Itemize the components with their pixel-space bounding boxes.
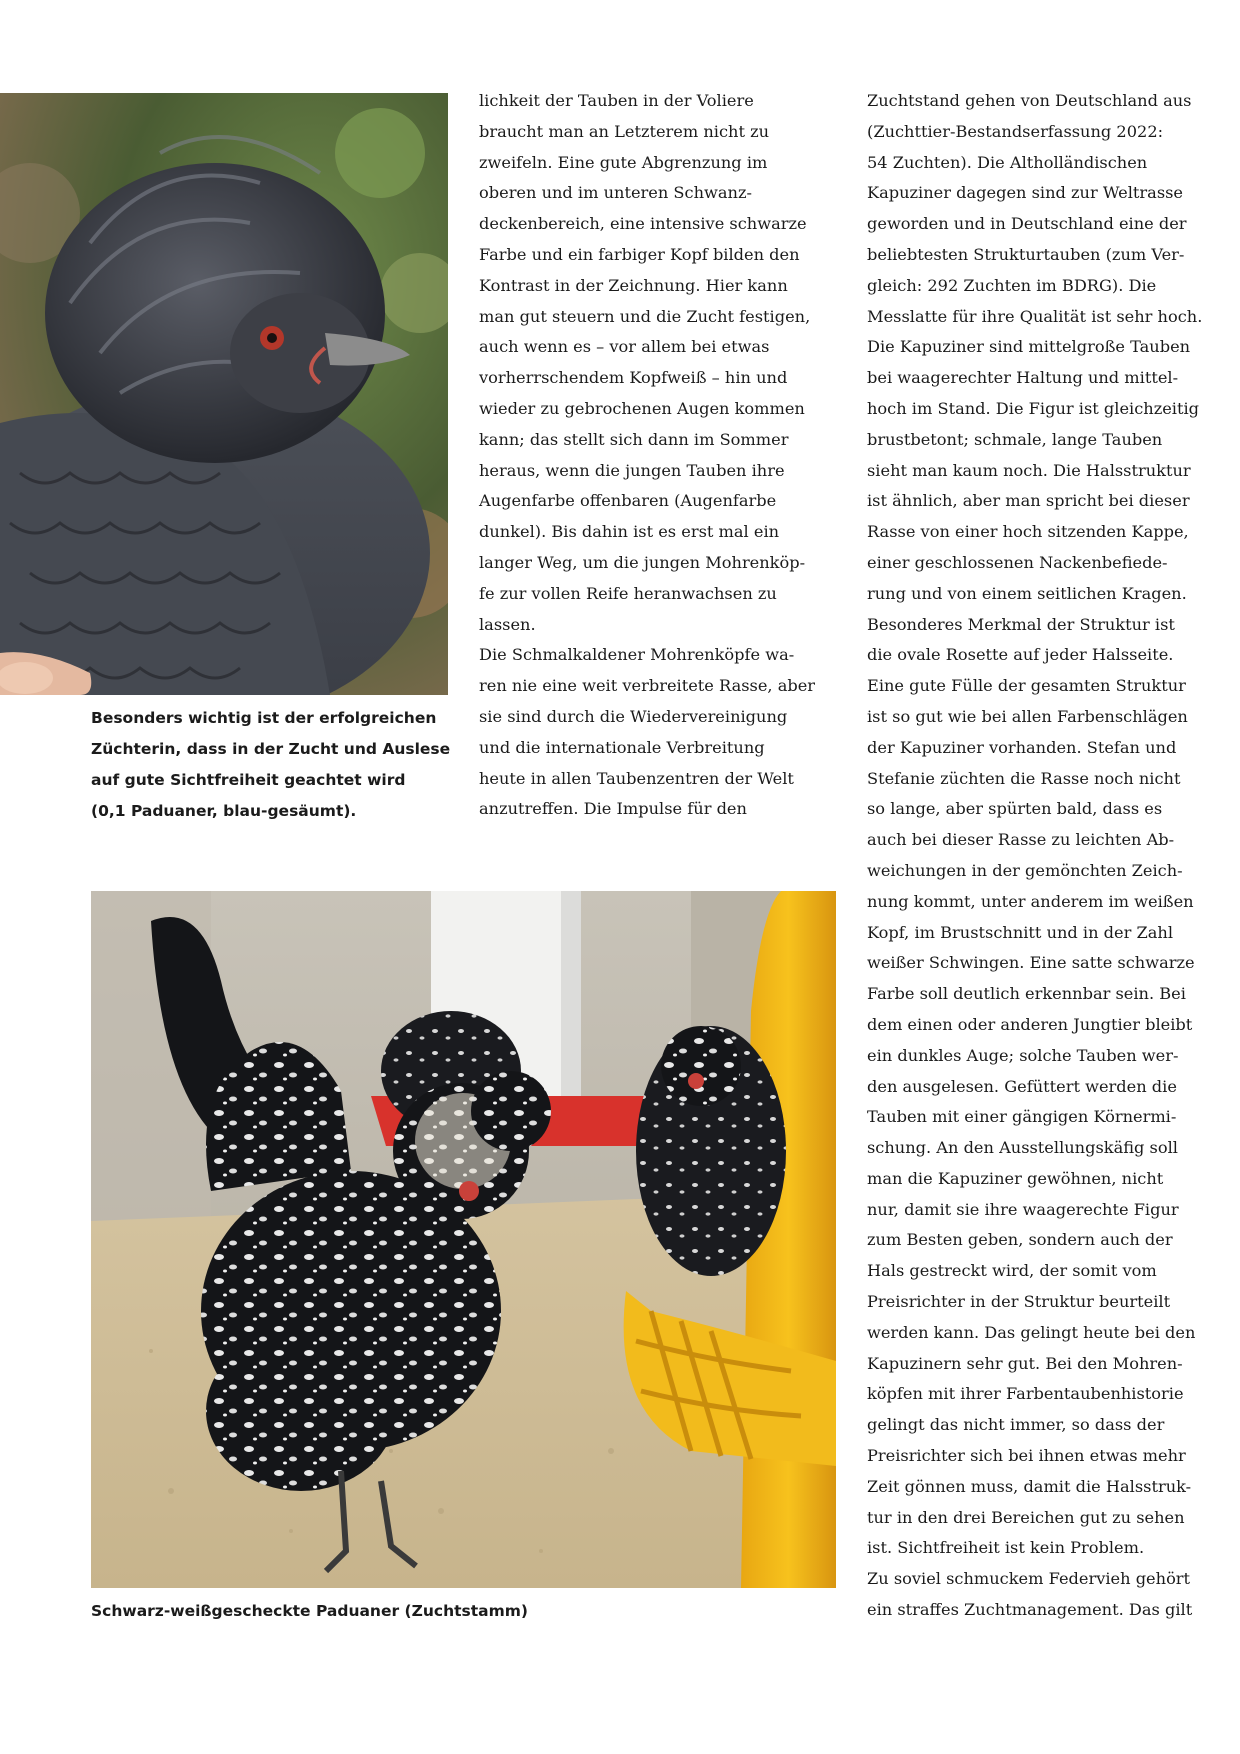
text-line: Augenfarbe offenbaren (Augenfarbe	[479, 491, 777, 511]
text-line: werden kann. Das gelingt heute bei den	[867, 1322, 1196, 1342]
text-line: Stefanie züchten die Rasse noch nicht	[867, 768, 1181, 788]
text-line: beliebtesten Strukturtauben (zum Ver-	[867, 244, 1185, 264]
text-line: Zu soviel schmuckem Federvieh gehört	[867, 1569, 1191, 1589]
text-line: Zuchtstand gehen von Deutschland aus	[867, 91, 1192, 110]
photo-caption-bottom: Schwarz-weißgescheckte Paduaner (Zuchtstamm)	[91, 1602, 528, 1620]
text-line: wieder zu gebrochenen Augen kommen	[479, 398, 805, 418]
text-line: Farbe und ein farbiger Kopf bilden den	[479, 244, 800, 264]
text-line: man die Kapuziner gewöhnen, nicht	[867, 1168, 1164, 1188]
text-line: geworden und in Deutschland eine der	[867, 214, 1187, 234]
text-line: die ovale Rosette auf jeder Halsseite.	[867, 645, 1174, 665]
text-line: Besonderes Merkmal der Struktur ist	[867, 614, 1175, 634]
text-line: Rasse von einer hoch sitzenden Kappe,	[867, 522, 1189, 542]
text-line: anzutreffen. Die Impulse für den	[479, 799, 747, 819]
photo-paduaner-flock	[91, 891, 836, 1588]
text-line: rung und von einem seitlichen Kragen.	[867, 583, 1187, 603]
text-line: zweifeln. Eine gute Abgrenzung im	[479, 152, 768, 172]
text-line: bei waagerechter Haltung und mittel-	[867, 368, 1179, 388]
text-column-middle	[479, 86, 859, 825]
caption-line: (0,1 Paduaner, blau-gesäumt).	[91, 802, 357, 820]
text-line: so lange, aber spürten bald, dass es	[867, 799, 1163, 819]
text-line: gleich: 292 Zuchten im BDRG). Die	[867, 275, 1157, 295]
text-line: Eine gute Fülle der gesamten Struktur	[867, 676, 1186, 696]
text-line: Die Kapuziner sind mittelgroße Tauben	[867, 337, 1191, 357]
text-line: Kontrast in der Zeichnung. Hier kann	[479, 275, 788, 295]
text-line: köpfen mit ihrer Farbentaubenhistorie	[867, 1384, 1184, 1404]
text-line: Die Schmalkaldener Mohrenköpfe wa-	[479, 645, 795, 665]
text-line: auch wenn es – vor allem bei etwas	[479, 337, 770, 357]
text-line: heute in allen Taubenzentren der Welt	[479, 768, 794, 788]
text-line: den ausgelesen. Gefüttert werden die	[867, 1076, 1177, 1096]
text-line: und die internationale Verbreitung	[479, 737, 765, 757]
text-line: heraus, wenn die jungen Tauben ihre	[479, 460, 785, 480]
text-line: vorherrschendem Kopfweiß – hin und	[479, 368, 788, 388]
text-line: dunkel). Bis dahin ist es erst mal ein	[479, 522, 780, 542]
text-line: 54 Zuchten). Die Altholländischen	[867, 152, 1148, 172]
text-line: einer geschlossenen Nackenbefiede-	[867, 552, 1168, 572]
text-line: Farbe soll deutlich erkennbar sein. Bei	[867, 984, 1186, 1004]
text-line: man gut steuern und die Zucht festigen,	[479, 306, 811, 326]
text-line: ist. Sichtfreiheit ist kein Problem.	[867, 1538, 1145, 1558]
text-line: Kopf, im Brustschnitt und in der Zahl	[867, 922, 1174, 942]
text-line: kann; das stellt sich dann im Sommer	[479, 429, 789, 449]
caption-line: Besonders wichtig ist der erfolgreichen	[91, 709, 437, 727]
text-line: ein dunkles Auge; solche Tauben wer-	[867, 1045, 1179, 1065]
text-line: ist so gut wie bei allen Farbenschlägen	[867, 706, 1188, 726]
text-line: auch bei dieser Rasse zu leichten Ab-	[867, 830, 1175, 850]
text-line: Tauben mit einer gängigen Körnermi-	[867, 1107, 1177, 1127]
text-line: nung kommt, unter anderem im weißen	[867, 891, 1194, 911]
text-line: ein straffes Zuchtmanagement. Das gilt	[867, 1600, 1193, 1620]
text-line: der Kapuziner vorhanden. Stefan und	[867, 737, 1177, 757]
text-line: hoch im Stand. Die Figur ist gleichzeitig	[867, 398, 1200, 418]
text-line: sieht man kaum noch. Die Halsstruktur	[867, 460, 1191, 480]
text-line: oberen und im unteren Schwanz-	[479, 183, 752, 203]
text-line: langer Weg, um die jungen Mohrenköp-	[479, 552, 806, 572]
text-line: braucht man an Letzterem nicht zu	[479, 121, 770, 141]
text-line: weißer Schwingen. Eine satte schwarze	[867, 953, 1195, 973]
text-line: gelingt das nicht immer, so dass der	[867, 1415, 1165, 1435]
photo-paduaner-hen	[0, 93, 448, 695]
text-line: tur in den drei Bereichen gut zu sehen	[867, 1507, 1185, 1527]
caption-line: auf gute Sichtfreiheit geachtet wird	[91, 771, 406, 789]
text-line: Zeit gönnen muss, damit die Halsstruk-	[867, 1476, 1192, 1496]
text-line: Kapuzinern sehr gut. Bei den Mohren-	[867, 1353, 1183, 1373]
text-line: (Zuchttier-Bestandserfassung 2022:	[867, 121, 1164, 141]
caption-line: Züchterin, dass in der Zucht und Auslese	[91, 740, 451, 758]
photo-caption-top	[91, 703, 451, 827]
text-line: weichungen in der gemönchten Zeich-	[867, 860, 1183, 880]
text-line: fe zur vollen Reife heranwachsen zu	[479, 583, 777, 603]
text-line: Preisrichter sich bei ihnen etwas mehr	[867, 1446, 1186, 1466]
text-line: ren nie eine weit verbreitete Rasse, aber	[479, 676, 816, 696]
text-line: sie sind durch die Wiedervereinigung	[479, 706, 788, 726]
text-line: dem einen oder anderen Jungtier bleibt	[867, 1014, 1193, 1034]
text-line: zum Besten geben, sondern auch der	[867, 1230, 1173, 1250]
text-line: lassen.	[479, 614, 536, 634]
text-line: Hals gestreckt wird, der somit vom	[867, 1261, 1157, 1281]
text-line: Messlatte für ihre Qualität ist sehr hoch.	[867, 306, 1203, 326]
text-line: Kapuziner dagegen sind zur Weltrasse	[867, 183, 1184, 203]
text-line: schung. An den Ausstellungskäfig soll	[867, 1138, 1178, 1158]
text-line: brustbetont; schmale, lange Tauben	[867, 429, 1163, 449]
text-line: ist ähnlich, aber man spricht bei dieser	[867, 491, 1190, 511]
text-line: deckenbereich, eine intensive schwarze	[479, 214, 807, 234]
text-column-right	[867, 86, 1227, 1626]
text-line: lichkeit der Tauben in der Voliere	[479, 91, 754, 110]
text-line: Preisrichter in der Struktur beurteilt	[867, 1292, 1171, 1312]
text-line: nur, damit sie ihre waagerechte Figur	[867, 1199, 1179, 1219]
